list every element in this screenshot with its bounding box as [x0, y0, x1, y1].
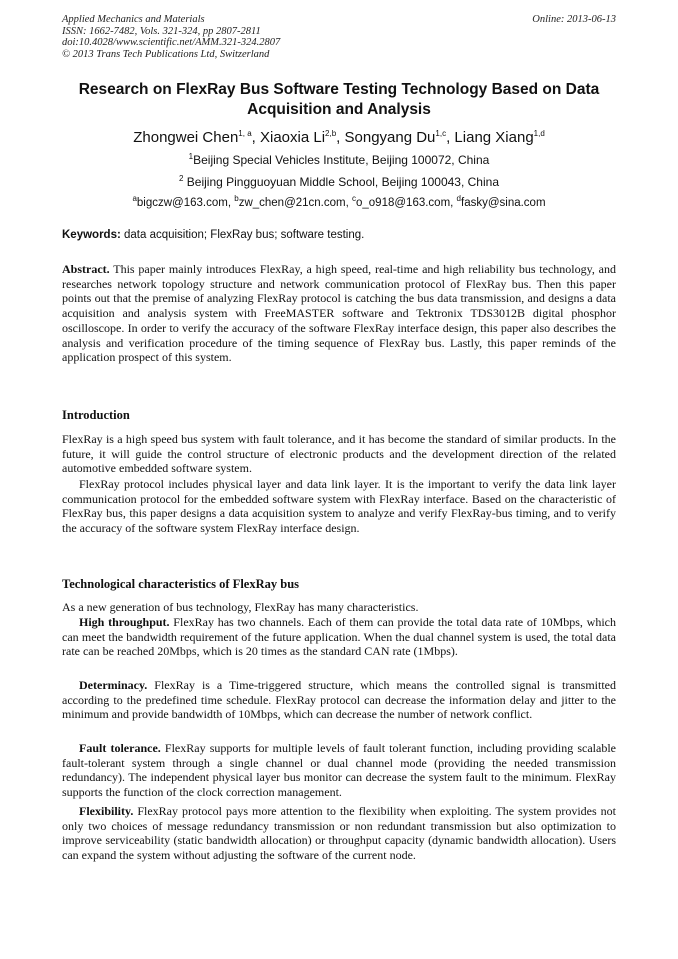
section-heading-characteristics: Technological characteristics of FlexRay bus	[62, 577, 300, 591]
characteristic-paragraph	[62, 615, 616, 659]
characteristic-paragraph	[62, 804, 616, 863]
author-affil-mark: 1, a	[238, 129, 252, 138]
keywords-label: Keywords:	[62, 229, 121, 241]
characteristic-paragraph	[62, 741, 616, 800]
author-name: Liang Xiang	[454, 129, 534, 146]
keywords	[62, 228, 616, 242]
body-paragraph: As a new generation of bus technology, FlexRay has many characteristics.	[62, 600, 419, 614]
issn-line: ISSN: 1662-7482, Vols. 321-324, pp 2807-2811	[62, 25, 261, 37]
email-address: bigczw@163.com	[136, 196, 228, 209]
characteristic-text: FlexRay has two channels. Each of them can provide the total data rate of 10Mbps, which can meet the bandwidth requirement of the future application. When the dual channel system is used, the total data rate can be reached 20Mbps, which is 20 times as the standard CAN rate (1Mbps).	[62, 615, 617, 659]
copyright-line: © 2013 Trans Tech Publications Ltd, Switzerland	[62, 48, 270, 60]
affiliation-text: Beijing Special Vehicles Institute, Beijing 100072, China	[193, 153, 490, 167]
journal-name: Applied Mechanics and Materials	[62, 14, 205, 25]
email-mark: a	[132, 194, 137, 203]
email-address: o_o918@163.com	[356, 196, 451, 209]
characteristic-label: High throughput.	[79, 615, 170, 629]
email-mark: d	[456, 194, 461, 203]
abstract-label: Abstract.	[62, 262, 110, 276]
email-address: fasky@sina.com	[461, 196, 546, 209]
running-header	[62, 14, 616, 60]
affiliation	[62, 150, 616, 167]
affiliation-mark: 2	[178, 174, 184, 183]
author-name: Xiaoxia Li	[259, 129, 326, 146]
email-address: zw_chen@21cn.com	[238, 196, 346, 209]
paper-title: Research on FlexRay Bus Software Testing Technology Based on Data Acquisition and Analysis	[78, 81, 600, 118]
author-affil-mark: 1,d	[533, 129, 545, 138]
characteristic-label: Determinacy.	[79, 678, 148, 692]
author-name: Zhongwei Chen	[133, 129, 239, 146]
author-list: Zhongwei Chen$^{1, a}$, Xiaoxia Li$^{2,b}$, Songyang Du$^{1,c}$, Liang Xiang$^{1,d}$	[133, 129, 545, 146]
author-affil-mark: 2,b	[325, 129, 337, 138]
characteristic-paragraph	[62, 678, 616, 722]
characteristic-text: FlexRay is a Time-triggered structure, which means the controlled signal is transmitted according to the predefined time schedule. FlexRay protocol can decrease the information delay and jitter to the minimum and provide bandwidth of 10Mbps, which can decrease the number of network conflict.	[62, 678, 616, 722]
author-affil-mark: 1,c	[435, 129, 447, 138]
affiliation	[62, 172, 616, 189]
affiliation-text: Beijing Pingguoyuan Middle School, Beijing 100043, China	[186, 175, 499, 189]
body-paragraph: FlexRay protocol includes physical layer and data link layer. It is the important to verify the data link layer communication protocol for the embedded software system with FlexRay interface. Based on the characteristic of FlexRay bus, this paper designs a data acquisition system to analyze and verify FlexRay-bus timing, and to verify the accuracy of the software system FlexRay interface design.	[62, 477, 616, 536]
characteristic-text: FlexRay protocol pays more attention to the flexibility when exploiting. The system provides not only two choices of message redundancy transmission or non redundant transmission but also optimization to improve serviceability (static bandwidth allocation) or throughput capacity (dynamic bandwidth allocation). Users can expand the system without adjusting the software of the current node.	[62, 804, 616, 863]
body-paragraph: FlexRay is a high speed bus system with fault tolerance, and it has become the standard of similar products. In the future, it will guide the control structure of electronic products and the development direction of the related automotive embedded software system.	[62, 432, 616, 476]
characteristic-label: Fault tolerance.	[79, 741, 161, 755]
characteristic-label: Flexibility.	[79, 804, 134, 818]
affiliation-mark: 1	[188, 152, 194, 161]
email-mark: c	[352, 194, 356, 203]
doi-line: doi:10.4028/www.scientific.net/AMM.321-324.2807	[62, 37, 281, 48]
email-mark: b	[234, 194, 239, 203]
email-list: $^a$bigczw@163.com, $^b$zw_chen@21cn.com, $^c$o_o918@163.com, $^d$fasky@sina.com	[132, 194, 546, 209]
keywords-text: data acquisition; FlexRay bus; software testing.	[120, 229, 365, 241]
online-date: Online: 2013-06-13	[532, 14, 616, 25]
abstract-text: This paper mainly introduces FlexRay, a high speed, real-time and high reliability bus technology, and researches network topology structure and network communication protocol of FlexRay bus. Then this paper points out that the premise of analyzing FlexRay protocol is catching the bus data transmission, and designs a data acquisition and analysis system with FreeMASTER software and Tektronix TDS3012B digital phosphor oscilloscope. In order to verify the accuracy of the software FlexRay interface design, this paper also describes the analysis and verification procedure of the timing sequence of FlexRay bus. Lastly, this paper reminds of the application prospect of this system.	[62, 262, 616, 365]
section-heading-introduction: Introduction	[62, 408, 130, 422]
characteristic-text: FlexRay supports for multiple levels of fault tolerant function, including providing scalable fault-tolerant system through a single channel or dual channel mode (providing the needed transmission redundancy). The independent physical layer bus monitor can decrease the system fault to the minimum. FlexRay supports the function of the clock correction management.	[62, 741, 616, 800]
author-name: Songyang Du	[344, 129, 436, 146]
abstract	[62, 262, 616, 365]
